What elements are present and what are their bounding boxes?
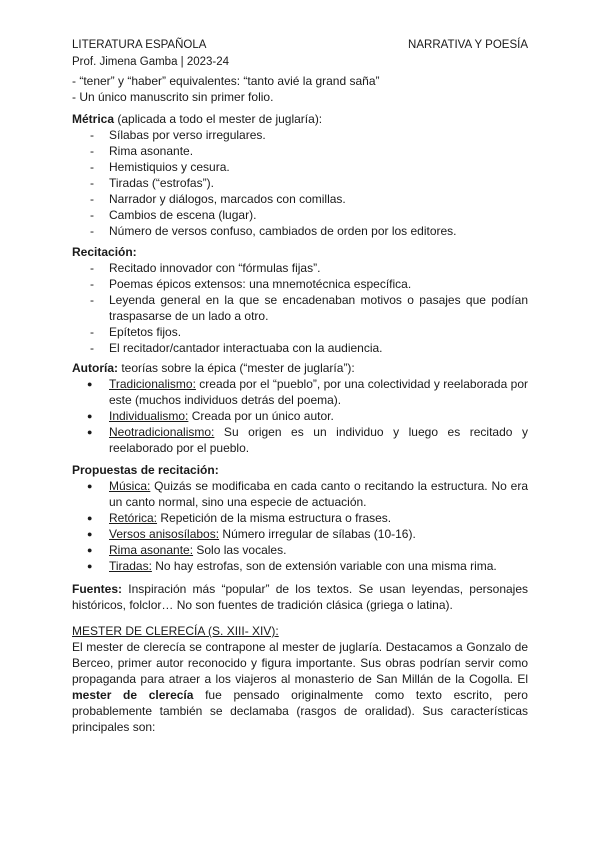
- metrica-item: - Narrador y diálogos, marcados con comillas.: [72, 191, 528, 207]
- clerecia-paragraph: [72, 639, 528, 735]
- autoria-text: Su origen es un individuo y luego es recitado y reelaborado por el pueblo.: [109, 425, 528, 455]
- propuestas-item: [72, 542, 528, 558]
- recitacion-item: - Recitado innovador con “fórmulas fijas”.: [72, 260, 528, 276]
- metrica-item: - Cambios de escena (lugar).: [72, 207, 528, 223]
- recitacion-heading: Recitación:: [72, 245, 137, 259]
- metrica-heading-bold: Métrica: [72, 112, 115, 126]
- metrica-heading: [72, 111, 528, 127]
- autoria-term: Tradicionalismo:: [109, 377, 196, 391]
- propuestas-item: [72, 526, 528, 542]
- metrica-item: - Sílabas por verso irregulares.: [72, 127, 528, 143]
- autoria-text: Creada por un único autor.: [188, 409, 334, 423]
- autoria-heading-rest: teorías sobre la épica (“mester de juglaría”):: [118, 361, 355, 375]
- metrica-list: [72, 127, 528, 239]
- autoria-term: Individualismo:: [109, 409, 189, 423]
- propuestas-item: [72, 558, 528, 574]
- propuestas-text: Repetición de la misma estructura o frases.: [157, 511, 392, 525]
- recitacion-item: - El recitador/cantador interactuaba con la audiencia.: [72, 340, 528, 356]
- propuestas-text: Quizás se modificaba en cada canto o recitando la estructura. No era un canto normal, sino una especie de actuación.: [109, 479, 528, 509]
- autoria-term: Neotradicionalismo:: [109, 425, 215, 439]
- metrica-item: - Hemistiquios y cesura.: [72, 159, 528, 175]
- clerecia-text-1: El mester de clerecía se contrapone al mester de juglaría. Destacamos a Gonzalo de Berceo, primer autor reconocido y figura importante. Sus obras podrían servir como propaganda para atraer a los viajeros al monasterio de San Millán de la Cogolla. El: [72, 640, 528, 686]
- fuentes-heading: Fuentes:: [72, 582, 123, 596]
- metrica-item: - Rima asonante.: [72, 143, 528, 159]
- header-unit-title: NARRATIVA Y POESÍA: [408, 39, 528, 51]
- propuestas-list: [72, 478, 528, 574]
- metrica-item: - Número de versos confuso, cambiados de orden por los editores.: [72, 223, 528, 239]
- header-author-line: Prof. Jimena Gamba | 2023-24: [72, 56, 230, 68]
- propuestas-text: Número irregular de sílabas (10-16).: [219, 527, 416, 541]
- autoria-text: creada por el “pueblo”, por una colectividad y reelaborada por este (muchos individuos detrás del poema).: [109, 377, 528, 407]
- recitacion-item: - Epítetos fijos.: [72, 324, 528, 340]
- autoria-item: [72, 408, 528, 424]
- intro-line-1: - “tener” y “haber” equivalentes: “tanto avié la grand saña”: [72, 74, 380, 88]
- autoria-heading: [72, 360, 528, 376]
- autoria-item: [72, 424, 528, 456]
- metrica-heading-rest: (aplicada a todo el mester de juglaría):: [114, 112, 323, 126]
- autoria-item: [72, 376, 528, 408]
- metrica-section: [72, 111, 528, 239]
- clerecia-text-2: fue pensado originalmente como texto escrito, pero probablemente también se declamaba (rasgos de oralidad). Sus características principales son:: [72, 688, 528, 734]
- propuestas-term: Tiradas:: [109, 559, 152, 573]
- clerecia-bold-term: mester de clerecía: [72, 688, 194, 702]
- propuestas-term: Rima asonante:: [109, 543, 194, 557]
- propuestas-item: [72, 510, 528, 526]
- propuestas-term: Música:: [109, 479, 151, 493]
- propuestas-heading: Propuestas de recitación:: [72, 463, 219, 477]
- propuestas-text: No hay estrofas, son de extensión variable con una misma rima.: [151, 559, 497, 573]
- propuestas-term: Retórica:: [109, 511, 158, 525]
- intro-line-2: - Un único manuscrito sin primer folio.: [72, 90, 274, 104]
- clerecia-title: MESTER DE CLERECÍA (S. XIII- XIV):: [72, 624, 279, 638]
- propuestas-item: [72, 478, 528, 510]
- recitacion-list: [72, 260, 528, 356]
- propuestas-term: Versos anisosílabos:: [109, 527, 220, 541]
- document-body: [72, 73, 528, 735]
- autoria-heading-bold: Autoría:: [72, 361, 118, 375]
- metrica-item: - Tiradas (“estrofas”).: [72, 175, 528, 191]
- recitacion-item: - Poemas épicos extensos: una mnemotécnica específica.: [72, 276, 528, 292]
- propuestas-section: [72, 462, 528, 574]
- recitacion-section: [72, 244, 528, 356]
- header-course-title: LITERATURA ESPAÑOLA: [72, 39, 207, 51]
- propuestas-text: Solo las vocales.: [193, 543, 287, 557]
- autoria-list: [72, 376, 528, 456]
- autoria-section: [72, 360, 528, 456]
- recitacion-item: - Leyenda general en la que se encadenaban motivos o pasajes que podían traspasarse de un lado a otro.: [72, 292, 528, 324]
- fuentes-paragraph: [72, 581, 528, 613]
- fuentes-text: Inspiración más “popular” de los textos. Se usan leyendas, personajes históricos, folclor… No son fuentes de tradición clásica (griega o latina).: [72, 582, 528, 612]
